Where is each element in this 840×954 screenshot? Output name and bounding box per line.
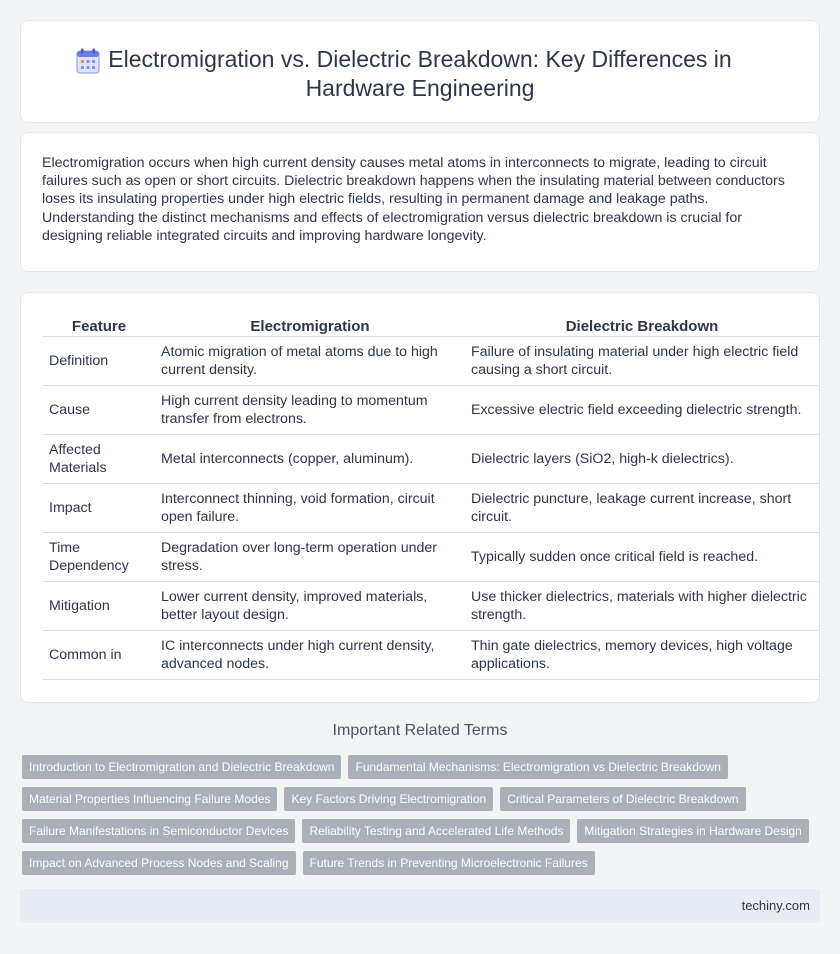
- row-dielectric-breakdown: Dielectric layers (SiO2, high-k dielectrics).: [465, 435, 819, 484]
- tag-row: [22, 755, 822, 779]
- row-electromigration: Lower current density, improved materials, better layout design.: [155, 582, 465, 631]
- table-header-row: [43, 317, 819, 337]
- row-feature: Time Dependency: [43, 533, 155, 582]
- related-terms-list: [22, 755, 822, 883]
- table-row: [43, 435, 819, 484]
- page-title: Electromigration vs. Dielectric Breakdown: Key Differences in Hardware Engineering: [108, 46, 732, 101]
- comparison-table-card: [20, 292, 820, 703]
- row-dielectric-breakdown: Dielectric puncture, leakage current increase, short circuit.: [465, 484, 819, 533]
- table-row: [43, 533, 819, 582]
- row-feature: Definition: [43, 337, 155, 386]
- related-term-link[interactable]: Key Factors Driving Electromigration: [284, 787, 493, 811]
- intro-paragraph: Electromigration occurs when high current density causes metal atoms in interconnects to migrate, leading to circuit failures such as open or short circuits. Dielectric breakdown happens when the insulating material between conductors loses its insulating properties under high electric fields, resulting in permanent damage and leakage paths. Understanding the distinct mechanisms and effects of electromigration versus dielectric breakdown is crucial for designing reliable integrated circuits and improving hardware longevity.: [42, 155, 785, 244]
- related-term-link[interactable]: Mitigation Strategies in Hardware Design: [577, 819, 808, 843]
- row-dielectric-breakdown: Thin gate dielectrics, memory devices, high voltage applications.: [465, 631, 819, 680]
- header-dielectric-breakdown: Dielectric Breakdown: [465, 317, 819, 337]
- related-terms-title: Important Related Terms: [332, 722, 508, 739]
- tag-row: [22, 787, 822, 811]
- row-feature: Impact: [43, 484, 155, 533]
- related-term-link[interactable]: Critical Parameters of Dielectric Breakdown: [500, 787, 745, 811]
- row-electromigration: High current density leading to momentum transfer from electrons.: [155, 386, 465, 435]
- row-feature: Affected Materials: [43, 435, 155, 484]
- row-electromigration: Metal interconnects (copper, aluminum).: [155, 435, 465, 484]
- related-term-link[interactable]: Fundamental Mechanisms: Electromigration vs Dielectric Breakdown: [348, 755, 727, 779]
- related-term-link[interactable]: Impact on Advanced Process Nodes and Scaling: [22, 851, 296, 875]
- related-term-link[interactable]: Material Properties Influencing Failure Modes: [22, 787, 277, 811]
- row-dielectric-breakdown: Excessive electric field exceeding dielectric strength.: [465, 386, 819, 435]
- row-feature: Common in: [43, 631, 155, 680]
- row-electromigration: Atomic migration of metal atoms due to high current density.: [155, 337, 465, 386]
- row-dielectric-breakdown: Failure of insulating material under high electric field causing a short circuit.: [465, 337, 819, 386]
- table-row: [43, 484, 819, 533]
- row-electromigration: Interconnect thinning, void formation, circuit open failure.: [155, 484, 465, 533]
- header-feature: Feature: [43, 317, 155, 337]
- row-dielectric-breakdown: Typically sudden once critical field is reached.: [465, 533, 819, 582]
- related-term-link[interactable]: Future Trends in Preventing Microelectronic Failures: [303, 851, 595, 875]
- table-row: [43, 386, 819, 435]
- tag-row: [22, 851, 822, 875]
- related-term-link[interactable]: Reliability Testing and Accelerated Life Methods: [302, 819, 570, 843]
- table-row: [43, 631, 819, 680]
- table-row: [43, 337, 819, 386]
- header-electromigration: Electromigration: [155, 317, 465, 337]
- row-dielectric-breakdown: Use thicker dielectrics, materials with higher dielectric strength.: [465, 582, 819, 631]
- table-row: [43, 582, 819, 631]
- tag-row: [22, 819, 822, 843]
- row-electromigration: Degradation over long-term operation under stress.: [155, 533, 465, 582]
- related-term-link[interactable]: Failure Manifestations in Semiconductor Devices: [22, 819, 295, 843]
- row-electromigration: IC interconnects under high current density, advanced nodes.: [155, 631, 465, 680]
- comparison-table: [43, 317, 819, 680]
- header-card: [20, 20, 820, 123]
- footer: [20, 889, 820, 923]
- intro-card: [20, 132, 820, 272]
- row-feature: Mitigation: [43, 582, 155, 631]
- row-feature: Cause: [43, 386, 155, 435]
- footer-site-link[interactable]: techiny.com: [741, 898, 810, 913]
- related-term-link[interactable]: Introduction to Electromigration and Dielectric Breakdown: [22, 755, 341, 779]
